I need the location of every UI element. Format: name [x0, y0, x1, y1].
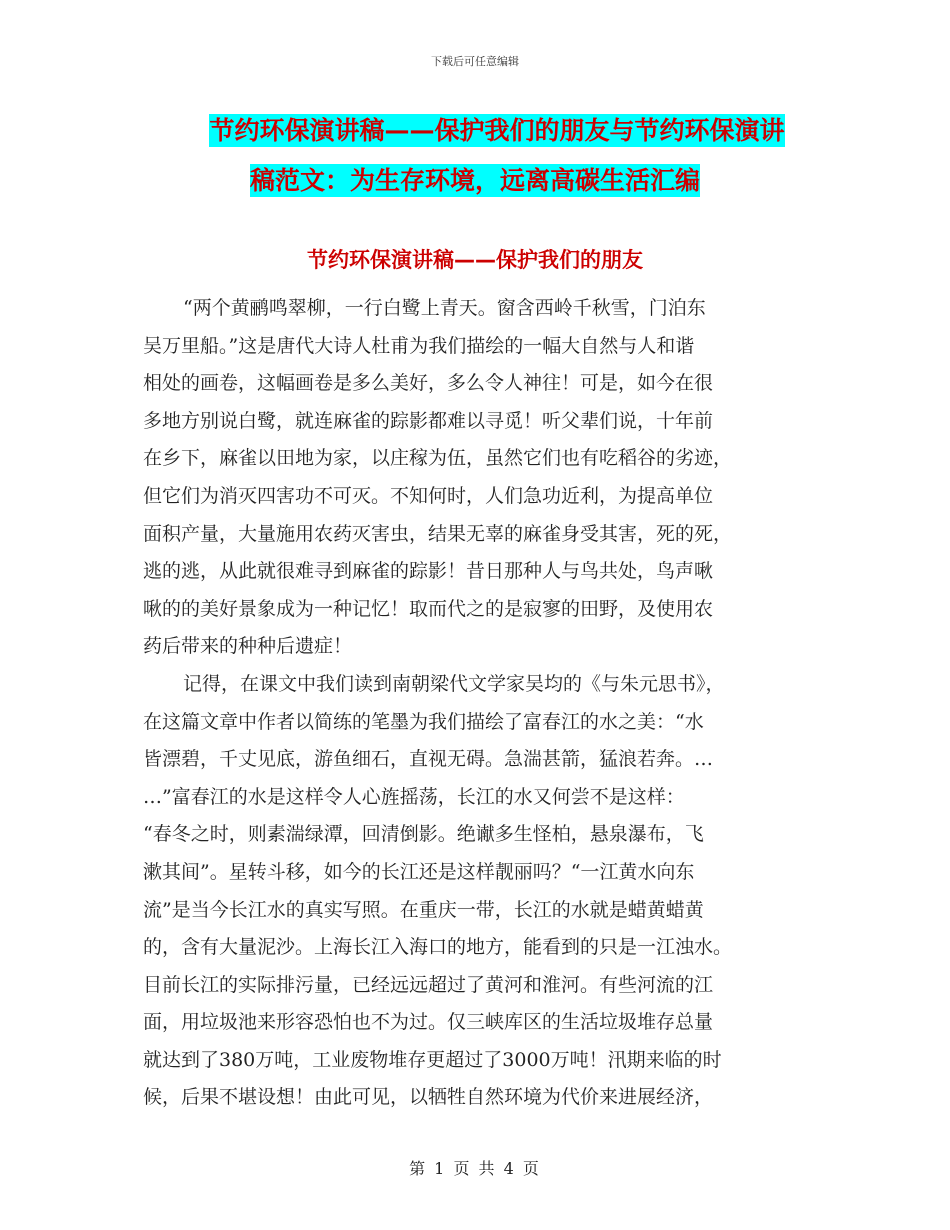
- text-line: 面，用垃圾池来形容恐怕也不为过。仅三峡库区的生活垃圾堆存总量: [143, 1011, 714, 1034]
- paragraph: [143, 290, 811, 666]
- text-line: 吴万里船。”这是唐代大诗人杜甫为我们描绘的一幅大自然与人和谐: [143, 334, 695, 357]
- title-line-1: 节约环保演讲稿——保护我们的朋友与节约环保演讲: [209, 116, 785, 145]
- text-line: “春冬之时，则素湍绿潭，回清倒影。绝谳多生怪柏，悬泉瀑布，飞: [143, 823, 704, 846]
- text-line: 在这篇文章中作者以简练的笔墨为我们描绘了富春江的水之美：“水: [143, 710, 704, 733]
- text-line: 面积产量，大量施用农药灭害虫，结果无辜的麻雀身受其害，死的死，: [143, 522, 733, 545]
- text-line: 流”是当今长江水的真实写照。在重庆一带，长江的水就是蜡黄蜡黄: [143, 898, 704, 921]
- text-line: 药后带来的种种后遗症！: [143, 635, 353, 658]
- text-line: 记得，在课文中我们读到南朝梁代文学家吴均的《与朱元思书》，: [183, 672, 725, 695]
- text-line: 的，含有大量泥沙。上海长江入海口的地方，能看到的只是一江浊水。: [143, 936, 733, 959]
- section-title: 节约环保演讲稿——保护我们的朋友: [307, 248, 643, 272]
- text-line: 相处的画卷，这幅画卷是多么美好，多么令人神往！可是，如今在很: [143, 372, 714, 395]
- text-line: 候，后果不堪设想！由此可见，以牺牲自然环境为代价来进展经济，: [143, 1086, 714, 1109]
- text-line: 多地方别说白鹭，就连麻雀的踪影都难以寻觅！听父辈们说，十年前: [143, 409, 714, 432]
- text-line: 在乡下，麻雀以田地为家，以庄稼为伍，虽然它们也有吃稻谷的劣迹，: [143, 447, 733, 470]
- body-text: [143, 290, 811, 1117]
- text-line: 漱其间”。星转斗移，如今的长江还是这样靓丽吗？“一江黄水向东: [143, 860, 695, 883]
- text-line: 目前长江的实际排污量，已经远远超过了黄河和淮河。有些河流的江: [143, 973, 714, 996]
- title-line-2: 稿范文：为生存环境，远离高碳生活汇编: [249, 166, 700, 195]
- text-line: 啾的的美好景象成为一种记忆！取而代之的是寂寥的田野，及使用农: [143, 597, 714, 620]
- page-number-footer: 第 1 页 共 4 页: [409, 1159, 541, 1178]
- text-line: 皆漂碧，千丈见底，游鱼细石，直视无碍。急湍甚箭，猛浪若奔。…: [143, 748, 714, 771]
- text-line: …”富春江的水是这样令人心旌摇荡，长江的水又何尝不是这样：: [143, 785, 685, 808]
- text-line: 但它们为消灭四害功不可灭。不知何时，人们急功近利，为提高单位: [143, 484, 714, 507]
- document-title: [0, 106, 950, 206]
- text-line: “两个黄鹂鸣翠柳，一行白鹭上青天。窗含西岭千秋雪，门泊东: [183, 297, 706, 319]
- page-header-note: 下载后可任意编辑: [431, 55, 519, 68]
- text-line: 逃的逃，从此就很难寻到麻雀的踪影！昔日那种人与鸟共处，鸟声啾: [143, 560, 714, 583]
- paragraph: [143, 666, 811, 1117]
- text-line: 就达到了380万吨，工业废物堆存更超过了3000万吨！汛期来临的时: [143, 1048, 722, 1071]
